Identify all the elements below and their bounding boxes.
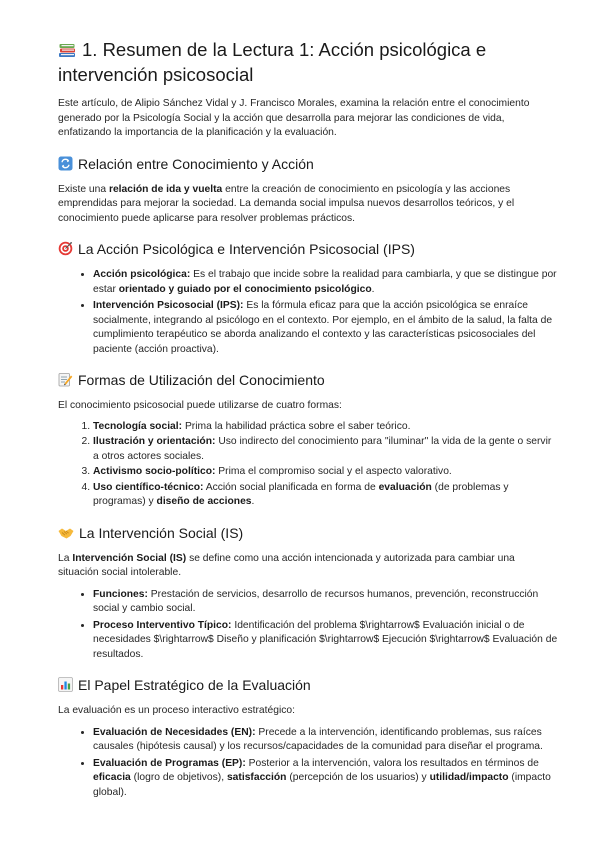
list-item: 4. Uso científico-técnico: Acción social planificada en forma de evaluación (de problemas y programas) y diseño de acciones.: [93, 481, 558, 510]
list-item: • Evaluación de Programas (EP): Posterior a la intervención, valora los resultados en términos de eficacia (logro de objetivos), satisfacción (percepción de los usuarios) y utilidad/impacto (impacto global).: [93, 757, 558, 801]
bullet-list: [58, 268, 558, 357]
list-item: 2. Ilustración y orientación: Uso indirecto del conocimiento para "iluminar" la vida de la gente o servir a otros actores sociales.: [93, 435, 558, 464]
list-item: • Proceso Interventivo Típico: Identificación del problema $\rightarrow$ Evaluación inicial o de necesidades $\rightarrow$ Diseño y planificación $\rightarrow$ Ejecución $\rightarrow$ Evaluación de resultados.: [93, 619, 558, 663]
section-heading: El Papel Estratégico de la Evaluación: [58, 676, 558, 696]
list-item: 3. Activismo socio-político: Prima el compromiso social y el aspecto valorativo.: [93, 465, 558, 480]
list-item: • Evaluación de Necesidades (EN): Precede a la intervención, identificando problemas, sus raíces causales (hipótesis causal) y los recursos/capacidades de la comunidad para diseñar el programa.: [93, 726, 558, 755]
bar-chart-icon: [58, 677, 73, 696]
section-paragraph: La evaluación es un proceso interactivo estratégico:: [58, 705, 295, 716]
list-item: • Funciones: Prestación de servicios, desarrollo de recursos humanos, prevención, reconstrucción social y cambio social.: [93, 588, 558, 617]
intro-paragraph: Este artículo, de Alipio Sánchez Vidal y J. Francisco Morales, examina la relación entre el conocimiento generado por la Psicología Social y la acción que desarrolla para mejorar las condiciones de vida, enfatizando la importancia de la planificación y la evaluación.: [58, 98, 530, 138]
bullet-list: [58, 726, 558, 801]
repeat-icon: [58, 156, 73, 175]
section-ips: [58, 240, 558, 357]
section-is: [58, 524, 558, 663]
section-heading: La Intervención Social (IS): [58, 524, 558, 544]
list-item: 1. Tecnología social: Prima la habilidad práctica sobre el saber teórico.: [93, 420, 558, 435]
section-formas: [58, 371, 558, 510]
section-heading: Relación entre Conocimiento y Acción: [58, 155, 558, 175]
target-icon: [58, 241, 73, 260]
handshake-icon: [58, 526, 74, 544]
section-heading: Formas de Utilización del Conocimiento: [58, 371, 558, 391]
section-evaluacion: [58, 676, 558, 800]
section-paragraph: La Intervención Social (IS) se define como una acción intencionada y autorizada para cambiar una situación social intolerable.: [58, 552, 515, 578]
document-page: [58, 38, 558, 814]
books-icon: [58, 40, 77, 63]
bullet-list: [58, 588, 558, 663]
section-heading: La Acción Psicológica e Intervención Psicosocial (IPS): [58, 240, 558, 260]
memo-icon: [58, 372, 73, 391]
numbered-list: [58, 420, 558, 510]
section-paragraph: El conocimiento psicosocial puede utilizarse de cuatro formas:: [58, 400, 342, 411]
page-title: [58, 38, 558, 86]
title-text: 1. Resumen de la Lectura 1: Acción psicológica e intervención psicosocial: [58, 39, 487, 85]
section-relacion: [58, 155, 558, 227]
list-item: • Intervención Psicosocial (IPS): Es la fórmula eficaz para que la acción psicológica se enraíce socialmente, integrando al psicólogo en el contexto. Por ejemplo, en el ámbito de la salud, la falta de cumplimiento terapéutico se aborda analizando el contexto y las características psicosociales del paciente (acción proactiva).: [93, 299, 558, 357]
section-paragraph: Existe una relación de ida y vuelta entre la creación de conocimiento en psicología y las acciones emprendidas para mejorar la sociedad. La demanda social impulsa nuevos desarrollos teóricos, y el conocimiento puede aplicarse para resolver problemas prácticos.: [58, 183, 515, 224]
list-item: • Acción psicológica: Es el trabajo que incide sobre la realidad para cambiarla, y que se distingue por estar orientado y guiado por el conocimiento psicológico.: [93, 268, 558, 297]
